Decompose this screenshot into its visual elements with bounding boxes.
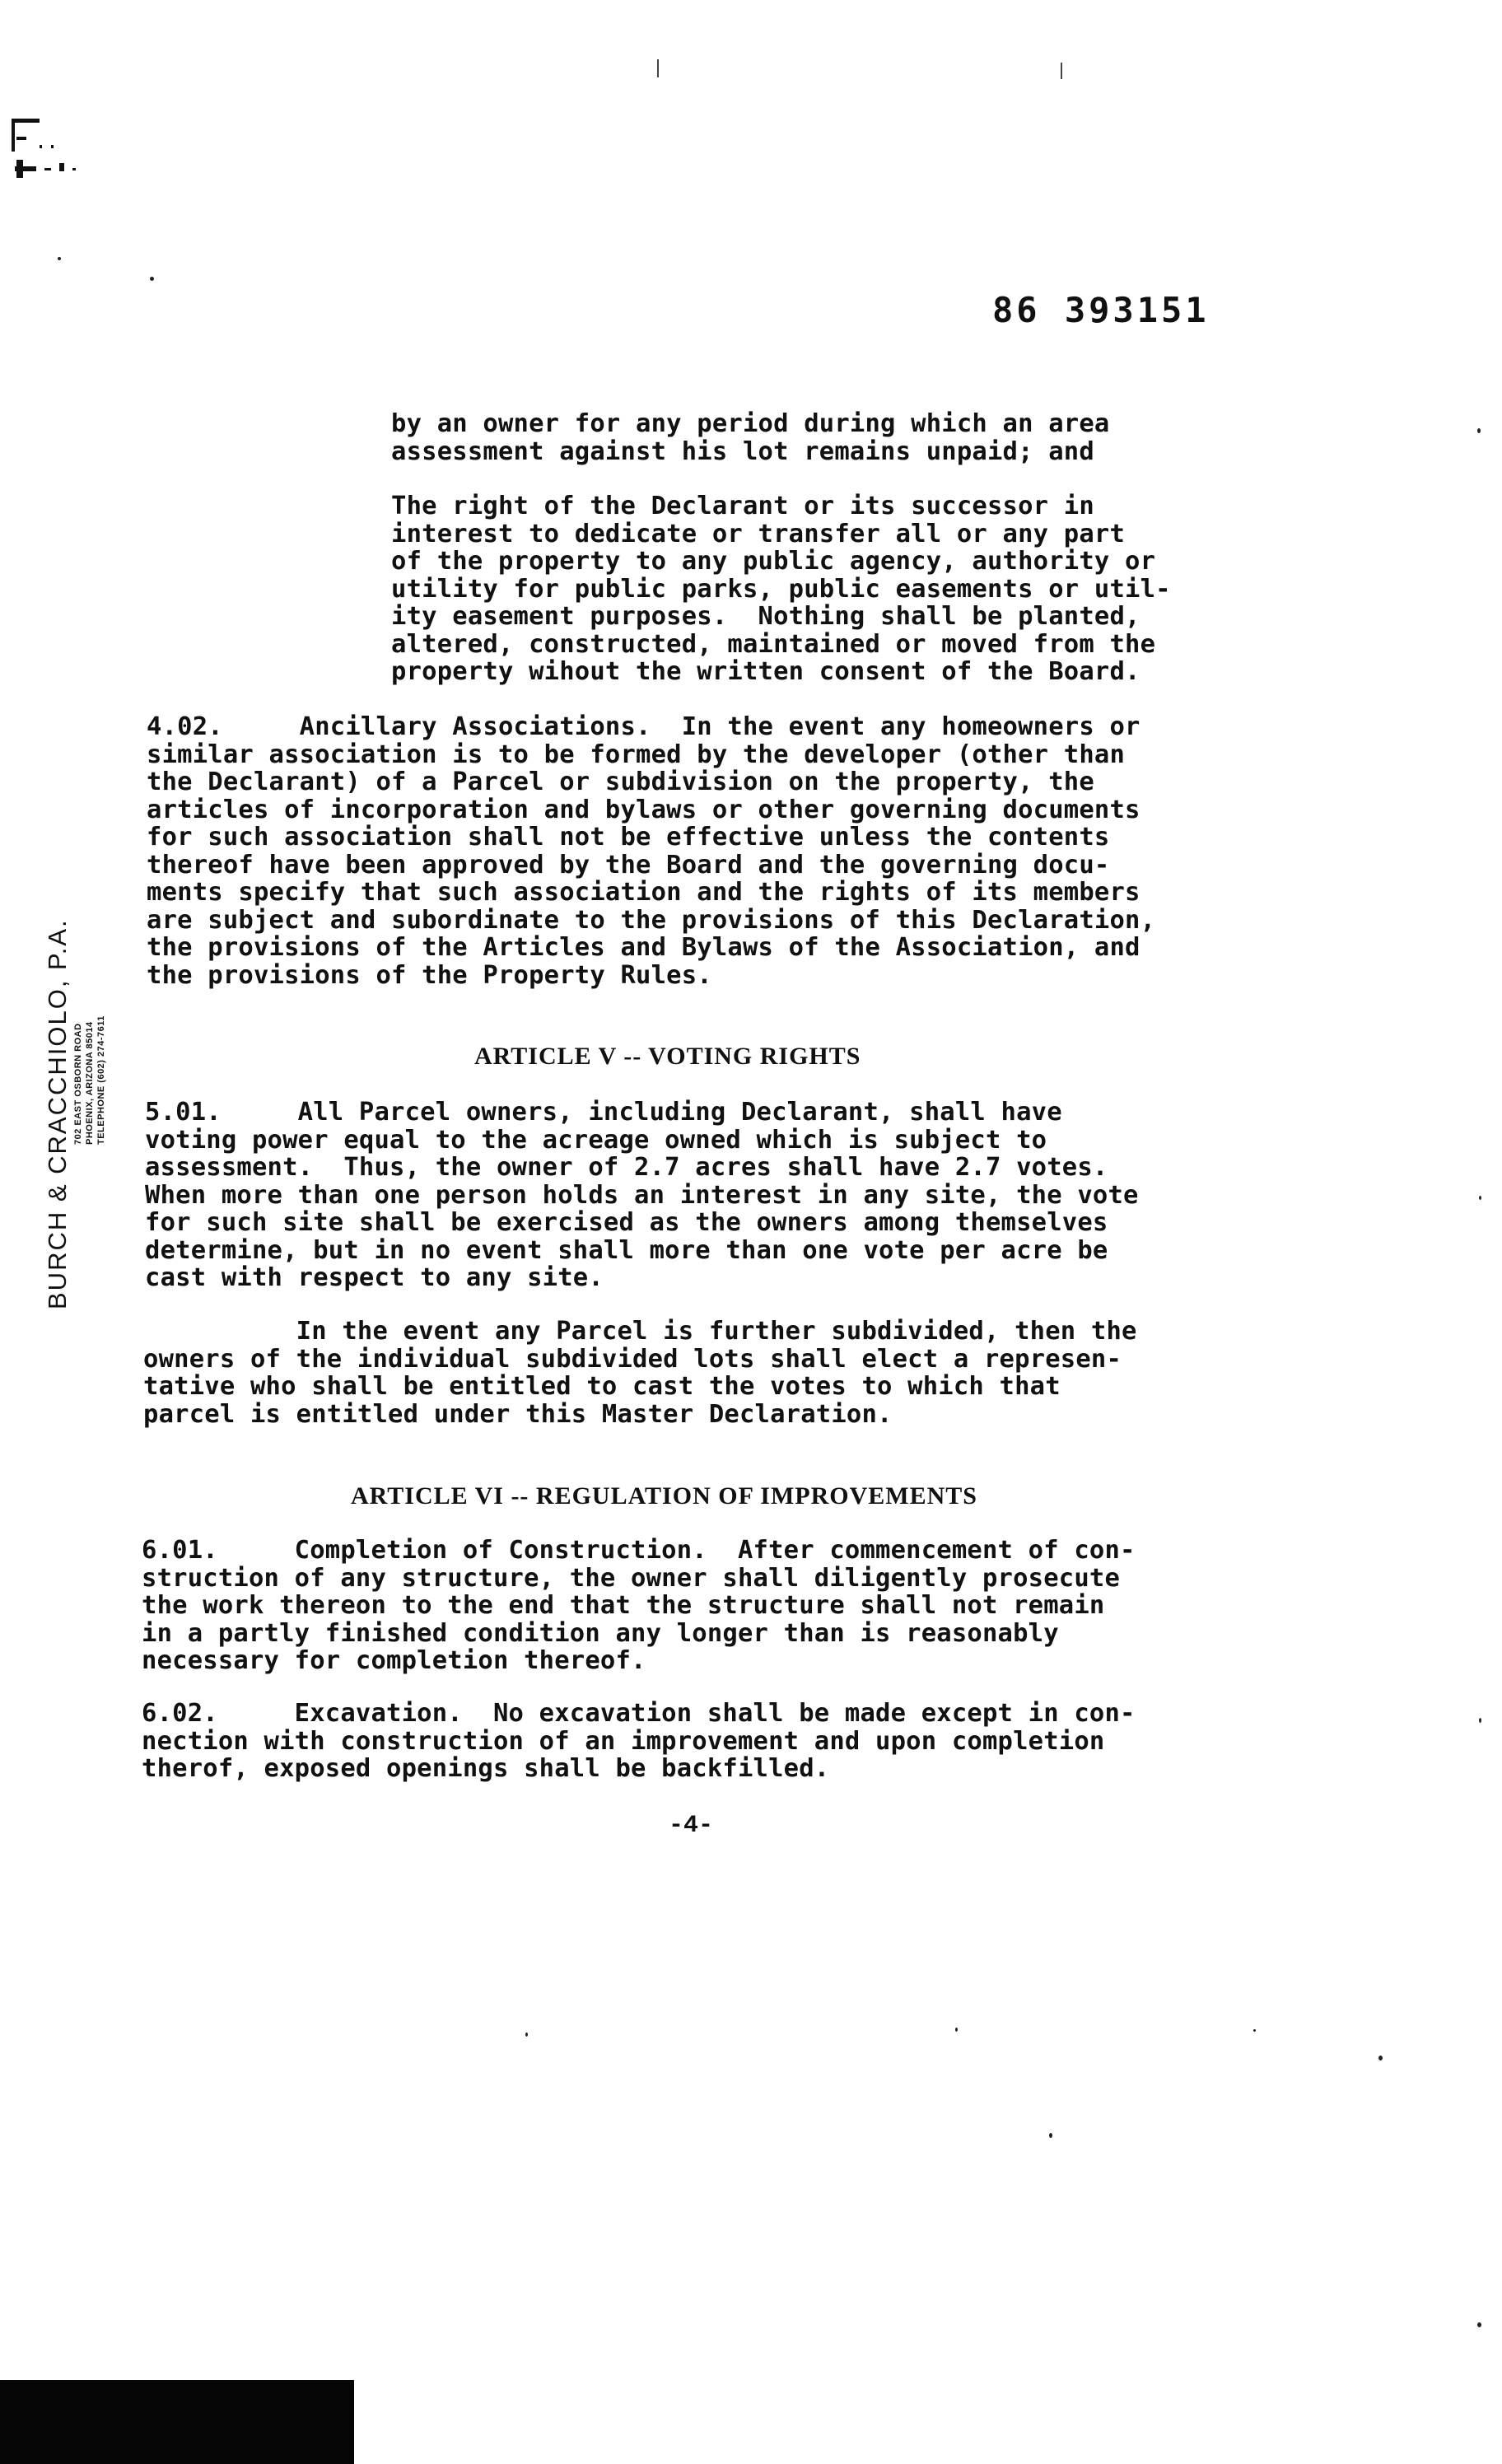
scan-speck — [1253, 2029, 1256, 2032]
section-5-01: 5.01. All Parcel owners, including Declarant, shall have voting power equal to the acreage owned which is subject to assessment. Thus, the owner of 2.7 acres shall have 2.7 votes. When more than one person holds an interest in any site, the vote for such site shall be exercised as the owners among themselves determine, but in no event shall more than one vote per acre be cast with respect to any site. — [145, 1098, 1139, 1292]
page-number: -4- — [669, 1812, 714, 1840]
scan-speck — [1477, 2322, 1481, 2327]
scan-speck — [1479, 1718, 1481, 1723]
letterhead-address-2: PHOENIX, ARIZONA 85014 — [85, 1021, 95, 1145]
scan-speck — [58, 257, 61, 260]
section-6-02: 6.02. Excavation. No excavation shall be made except in con- nection with construction of an improvement and upon completion therof, exposed openings shall be backfilled. — [142, 1699, 1136, 1783]
scan-speck — [1479, 1196, 1481, 1200]
scan-black-bar — [0, 2380, 354, 2464]
document-number: 86 393151 — [992, 290, 1210, 330]
letterhead-firm: BURCH & CRACCHIOLO, P.A. — [43, 918, 72, 1309]
section-6-01: 6.01. Completion of Construction. After commencement of con- struction of any structure, the owner shall diligently prosecute the work thereon to the end that the structure shall not remain in a partly finished condition any longer than is reasonably necessary for completion thereof. — [142, 1536, 1136, 1675]
scan-speck — [955, 2028, 958, 2032]
section-4-02: 4.02. Ancillary Associations. In the event any homeowners or similar association is to be formed by the developer (other than the Declarant) of a Parcel or subdivision on the property, the articles of incorporation and bylaws or other governing documents for such association shall not be effective unless the contents thereof have been approved by the Board and the governing docu- ments specify that such association and the rights of its members are subject and subordinate to the provisions of this Declaration, the provisions of the Articles and Bylaws of the Association, and the provisions of the Property Rules. — [147, 712, 1156, 990]
heading-article-vi: ARTICLE VI -- REGULATION OF IMPROVEMENTS — [351, 1482, 977, 1510]
scan-speck — [525, 2032, 528, 2037]
scan-mark — [657, 59, 659, 77]
scan-mark — [1061, 63, 1062, 79]
heading-article-v: ARTICLE V -- VOTING RIGHTS — [474, 1043, 861, 1070]
letterhead-address-1: 702 EAST OSBORN ROAD — [73, 1023, 83, 1145]
stamp-mark-icon — [8, 115, 99, 198]
scan-speck — [1378, 2056, 1383, 2060]
letterhead-phone: TELEPHONE (602) 274-7611 — [96, 1015, 106, 1145]
paragraph-assessment: by an owner for any period during which an area assessment against his lot remains unpaid; and — [391, 409, 1110, 466]
scan-speck — [150, 277, 154, 281]
letterhead — [43, 918, 107, 1309]
paragraph-declarant-right: The right of the Declarant or its successor in interest to dedicate or transfer all or any part of the property to any public agency, authority or utility for public parks, public easements or util- ity easement purposes. Nothing shall be planted, altered, constructed, maintained or moved from the property wihout the written consent of the Board. — [391, 492, 1171, 686]
paragraph-subdivision: In the event any Parcel is further subdivided, then the owners of the individual subdivided lots shall elect a represen- tative who shall be entitled to cast the votes to which that parcel is entitled under this Master Declaration. — [143, 1317, 1137, 1429]
scan-speck — [1049, 2133, 1052, 2138]
scan-speck — [1477, 428, 1481, 433]
